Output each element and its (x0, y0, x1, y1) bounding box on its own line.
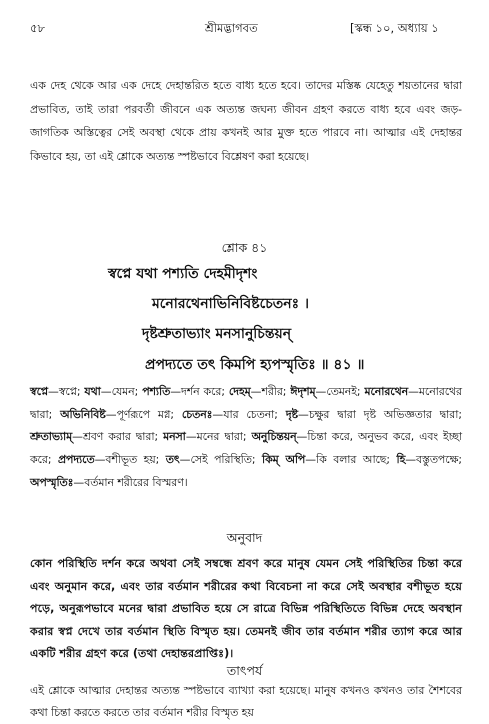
synonym-meaning: —মনোরথের দ্বারা; (30, 385, 462, 421)
verse-line: মনোরথেনাভিনিবিষ্টচেতনঃ । (152, 296, 309, 312)
synonym-meaning: —বস্তুতপক্ষে; (405, 453, 462, 467)
synonym-meaning: —যেমন; (100, 385, 143, 398)
canto-chapter-reference: [স্কন্ধ ১০, অধ্যায় ১ (350, 21, 439, 35)
page-number: ৫৮ (30, 21, 45, 35)
synonym-term: অপস্মৃতিঃ (30, 475, 74, 489)
synonym-term: শ্রুতাভ্যাম্ (30, 430, 73, 444)
synonym-meaning: —শ্রবণ করার দ্বারা; (72, 430, 164, 444)
purport-text: এই শ্লোকে আত্মার দেহান্তর অত্যন্ত স্পষ্টভাবে ব্যাখ্যা করা হয়েছে। মানুষ কখনও কখনও তার শৈশবের কথা চিন্তা করতে করতে তার বর্তমান শরীর বিস্মৃত হয় (30, 684, 462, 719)
synonym-term: স্বপ্নে (30, 385, 49, 398)
synonym-meaning: —যার চেতনা; (212, 407, 286, 421)
synonym-meaning: —দর্শন করে; (170, 385, 229, 398)
synonym-meaning: —মনের দ্বারা; (185, 430, 252, 444)
synonym-meaning: —তেমনই; (315, 385, 365, 398)
synonym-meaning: —সেই পরিস্থিতি; (179, 453, 263, 467)
intro-paragraph: এক দেহ থেকে আর এক দেহে দেহান্তরিত হতে বাধ্য হতে হবে। তাদের মস্তিষ্ক যেহেতু শয়তানের দ্বারা প্রভাবিত, তাই তারা পরবর্তী জীবনে এক অত্যন্ত জঘন্য জীবন গ্রহণ করতে বাধ্য হবে এবং জড়-জাগতিক অস্তিত্বের সেই অবস্থা থেকে প্রায় কখনই আর মুক্ত হতে পারবে না। আত্মার এই দেহান্তর কিভাবে হয়, তা এই শ্লোকে অত্যন্ত স্পষ্টভাবে বিশ্লেষণ করা হয়েছে। (30, 79, 462, 163)
synonym-term: পশ্যতি (142, 385, 171, 398)
verse-number: শ্লোক ৪১ (221, 240, 268, 255)
word-for-word-synonyms (30, 381, 462, 495)
synonym-meaning: —চক্ষুর দ্বারা দৃষ্ট অভিজ্ঞতার দ্বারা; (298, 407, 462, 421)
running-title: শ্রীমদ্ভাগবত (205, 21, 258, 35)
synonym-meaning: —বর্তমান শরীরের বিস্মরণ। (73, 475, 188, 489)
synonym-meaning: —পূর্ণরূপে মগ্ন; (105, 407, 182, 421)
verse-line: দৃষ্টশ্রুতাভ্যাং মনসানুচিন্তয়ন্ (142, 326, 292, 342)
synonym-term: অভিনিবিষ্ট (60, 407, 106, 421)
synonym-meaning: —শরীর; (250, 385, 291, 398)
synonym-term: প্রপদ্যতে (57, 453, 95, 467)
synonym-meaning: —চিন্তা করে, অনুভব করে, এবং ইচ্ছা করে; (30, 430, 462, 467)
synonym-term: দৃষ্ট (285, 407, 299, 421)
synonym-term: অনুচিন্তয়ন্ (251, 430, 297, 444)
synonym-term: মনোরথেন (364, 385, 409, 398)
synonym-meaning: —কি বলার আছে; (305, 453, 397, 467)
synonym-term: তৎ (165, 453, 180, 467)
verse-line: প্রপদ্যতে তৎ কিমপি হ্যপস্মৃতিঃ ॥ ৪১ ॥ (145, 357, 365, 373)
translation-heading: অনুবাদ (226, 530, 263, 545)
synonym-meaning: —স্বপ্নে; (48, 385, 85, 398)
synonym-term: কিম্ অপি (262, 453, 306, 467)
synonym-term: চেতনঃ (181, 407, 213, 421)
synonym-term: দেহম্ (228, 385, 251, 398)
synonym-term: হি (396, 453, 406, 467)
synonym-term: যথা (84, 385, 101, 398)
synonym-meaning: —বশীভূত হয়; (94, 453, 166, 467)
verse-line: স্বপ্নে যথা পশ্যতি দেহমীদৃশং (108, 266, 258, 282)
synonym-term: মনসা (163, 430, 186, 444)
translation-text: কোন পরিস্থিতি দর্শন করে অথবা সেই সম্বন্ধে শ্রবণ করে মানুষ যেমন সেই পরিস্থিতির চিন্তা করে এবং অনুমান করে, এবং তার বর্তমান শরীরের কথা বিবেচনা না করে সেই অবস্থার বশীভূত হয়ে পড়ে, অনুরূপভাবে মনের দ্বারা প্রভাবিত হয়ে সে রাত্রে বিভিন্ন পরিস্থিতিতে বিভিন্ন দেহে অবস্থান করার স্বপ্ন দেখে তার বর্তমান স্থিতি বিস্মৃত হয়। তেমনই জীব তার বর্তমান শরীর ত্যাগ করে আর একটি শরীর গ্রহণ করে (তথা দেহান্তরপ্রাপ্তিঃ)। (30, 557, 462, 660)
purport-heading: তাৎপর্য (226, 663, 263, 678)
synonym-term: ঈদৃশম্ (290, 385, 316, 398)
